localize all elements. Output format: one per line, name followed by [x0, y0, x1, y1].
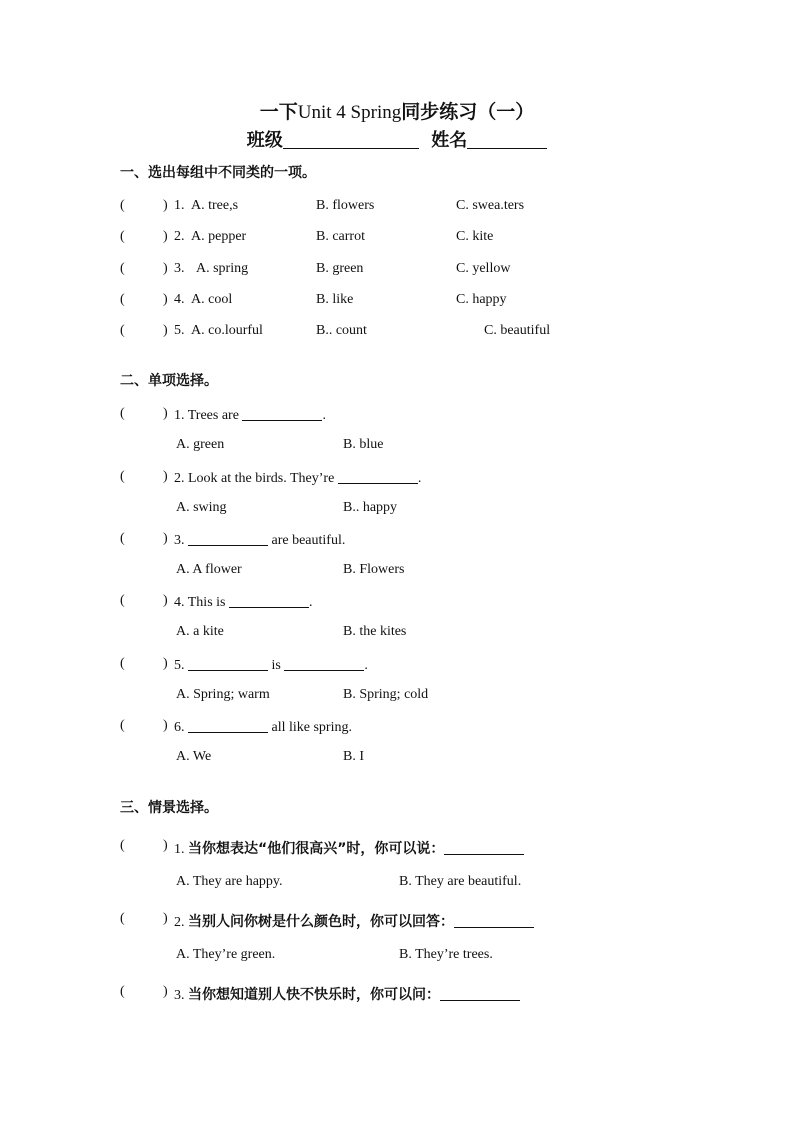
option-b[interactable]: B. They are beautiful. [399, 874, 522, 889]
answer-paren-left[interactable]: ( [120, 593, 125, 608]
question-row [120, 406, 560, 426]
stem-text: Look at the birds. They’re [188, 471, 338, 486]
stem-text: . [322, 408, 326, 423]
answer-paren-left[interactable]: ( [120, 911, 125, 926]
question-row [120, 469, 560, 489]
question-row [120, 911, 600, 931]
question-stem [174, 838, 524, 858]
option-a[interactable]: A. green [176, 437, 225, 452]
question-number: 4. [174, 595, 185, 610]
option-a[interactable]: A. co.lourful [191, 323, 263, 338]
section-1-heading: 一、选出每组中不同类的一项。 [120, 165, 316, 181]
title-prefix: 一下 [259, 101, 298, 123]
option-c[interactable]: C. yellow [456, 261, 511, 276]
stem-text: . [364, 658, 368, 673]
option-a[interactable]: A. We [176, 749, 212, 764]
question-text: 当你想表达“他们很高兴”时，你可以说： [188, 841, 445, 857]
question-number: 1. [174, 842, 185, 857]
option-b[interactable]: B. like [316, 292, 354, 307]
option-c[interactable]: C. beautiful [484, 323, 551, 338]
option-b[interactable]: B. I [343, 749, 364, 764]
title-unit: Unit 4 Spring [297, 102, 402, 123]
option-b[interactable]: B.. happy [343, 500, 398, 515]
question-row [120, 593, 560, 613]
option-c[interactable]: C. swea.ters [456, 198, 525, 213]
option-b[interactable]: B. They’re trees. [399, 947, 493, 962]
question-row [120, 323, 560, 343]
option-a[interactable]: A. They are happy. [176, 874, 283, 889]
option-a[interactable]: A. a kite [176, 624, 224, 639]
student-info-line [0, 126, 794, 152]
question-row [120, 292, 560, 312]
option-b[interactable]: B. blue [343, 437, 384, 452]
question-number: 2. [174, 471, 185, 486]
question-row [120, 984, 600, 1004]
worksheet-title [0, 97, 794, 124]
section-3-heading: 三、情景选择。 [120, 800, 218, 816]
answer-paren-right[interactable]: ) [163, 838, 168, 853]
stem-text: are beautiful. [268, 533, 346, 548]
option-a[interactable]: A. A flower [176, 562, 242, 577]
option-a[interactable]: A. They’re green. [176, 947, 276, 962]
question-stem [174, 406, 326, 424]
question-stem [174, 718, 352, 736]
stem-text: all like spring. [268, 720, 352, 735]
question-number: 4. [174, 292, 185, 307]
answer-paren-right[interactable]: ) [163, 911, 168, 926]
answer-blank[interactable] [440, 986, 520, 1001]
answer-blank[interactable] [188, 718, 268, 733]
answer-paren-right[interactable]: ) [163, 469, 168, 484]
question-text: 当别人问你树是什么颜色时，你可以回答： [188, 914, 454, 930]
question-number: 6. [174, 720, 185, 735]
question-stem [174, 593, 312, 611]
question-number: 5. [174, 323, 185, 338]
answer-paren-left[interactable]: ( [120, 531, 125, 546]
question-number: 3. [174, 261, 185, 276]
answer-blank[interactable] [188, 656, 268, 671]
option-b[interactable]: B. Flowers [343, 562, 405, 577]
question-number: 5. [174, 658, 185, 673]
class-label: 班级 [246, 130, 283, 151]
answer-paren-left[interactable]: ( [120, 984, 125, 999]
title-suffix: 同步练习（一） [401, 101, 535, 123]
question-row [120, 198, 560, 218]
answer-paren-left[interactable]: ( [120, 198, 125, 213]
question-stem [174, 656, 368, 674]
stem-text: . [308, 595, 313, 610]
section-2-heading: 二、单项选择。 [120, 373, 218, 389]
answer-paren-right[interactable]: ) [163, 261, 168, 276]
question-number: 1. [174, 198, 185, 213]
option-b[interactable]: B. the kites [343, 624, 407, 639]
question-row [120, 718, 560, 738]
answer-paren-right[interactable]: ) [163, 229, 168, 244]
answer-blank[interactable] [284, 656, 364, 671]
answer-blank[interactable] [338, 469, 418, 484]
option-c[interactable]: C. kite [456, 229, 494, 244]
answer-paren-right[interactable]: ) [163, 406, 168, 421]
stem-text: Trees are [187, 408, 243, 423]
answer-paren-left[interactable]: ( [120, 323, 125, 338]
option-b[interactable]: B. carrot [316, 229, 365, 244]
option-a[interactable]: A. swing [176, 500, 227, 515]
stem-text: This is [187, 595, 229, 610]
answer-blank[interactable] [242, 406, 322, 421]
question-number: 3. [174, 988, 185, 1003]
stem-text: is [268, 658, 285, 673]
answer-paren-right[interactable]: ) [163, 198, 168, 213]
question-number: 2. [174, 229, 185, 244]
answer-paren-left[interactable]: ( [120, 261, 125, 276]
name-blank[interactable] [467, 130, 547, 149]
question-row [120, 656, 560, 676]
answer-paren-right[interactable]: ) [163, 323, 168, 338]
question-row [120, 531, 560, 551]
question-row [120, 838, 600, 858]
question-stem [174, 911, 534, 931]
question-number: 2. [174, 915, 185, 930]
question-stem [174, 531, 345, 549]
answer-paren-right[interactable]: ) [163, 656, 168, 671]
answer-paren-right[interactable]: ) [163, 718, 168, 733]
option-b[interactable]: B. Spring; cold [343, 687, 429, 702]
name-label: 姓名 [431, 130, 468, 151]
question-stem [174, 469, 421, 487]
answer-paren-left[interactable]: ( [120, 229, 125, 244]
option-c[interactable]: C. happy [456, 292, 507, 307]
option-a[interactable]: A. cool [191, 292, 233, 307]
answer-paren-right[interactable]: ) [163, 531, 168, 546]
answer-paren-left[interactable]: ( [120, 838, 125, 853]
question-number: 3. [174, 533, 185, 548]
option-a[interactable]: A. spring [196, 261, 249, 276]
option-a[interactable]: A. Spring; warm [176, 687, 270, 702]
question-stem [174, 984, 520, 1004]
answer-paren-right[interactable]: ) [163, 984, 168, 999]
answer-blank[interactable] [444, 840, 524, 855]
answer-paren-right[interactable]: ) [163, 292, 168, 307]
class-blank[interactable] [283, 130, 419, 149]
answer-paren-right[interactable]: ) [163, 593, 168, 608]
question-text: 当你想知道别人快不快乐时，你可以问： [188, 987, 440, 1003]
option-a[interactable]: A. tree,s [191, 198, 239, 213]
option-b[interactable]: B. green [316, 261, 364, 276]
answer-blank[interactable] [454, 913, 534, 928]
answer-paren-left[interactable]: ( [120, 292, 125, 307]
question-row [120, 261, 560, 281]
stem-text: . [417, 471, 422, 486]
question-number: 1. [174, 408, 185, 423]
answer-paren-left[interactable]: ( [120, 718, 125, 733]
answer-paren-left[interactable]: ( [120, 656, 125, 671]
answer-blank[interactable] [229, 593, 309, 608]
option-a[interactable]: A. pepper [191, 229, 247, 244]
option-b[interactable]: B.. count [316, 323, 367, 338]
option-b[interactable]: B. flowers [316, 198, 375, 213]
answer-blank[interactable] [188, 531, 268, 546]
answer-paren-left[interactable]: ( [120, 406, 125, 421]
question-row [120, 229, 560, 249]
answer-paren-left[interactable]: ( [120, 469, 125, 484]
